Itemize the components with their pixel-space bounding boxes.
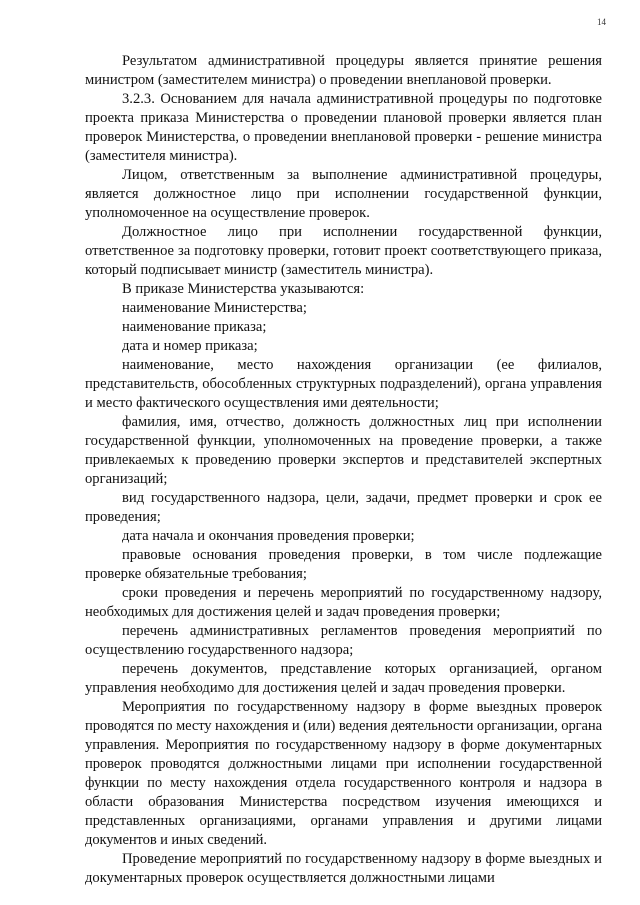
list-item-regulations: перечень административных регламентов проведения мероприятий по осуществлению государственного надзора;	[85, 623, 602, 658]
list-item-terms-and-activities: сроки проведения и перечень мероприятий по государственному надзору, необходимых для достижения целей и задач проведения проверки;	[85, 585, 602, 620]
list-item-legal-grounds: правовые основания проведения проверки, в том числе подлежащие проверке обязательные требования;	[85, 547, 602, 582]
paragraph-inspection-locations: Мероприятия по государственному надзору в форме выездных проверок проводятся по месту нахождения и (или) ведения деятельности организации, органа управления. Мероприятия по государственному надзору в форме документарных проверок проводятся должностными лицами при исполнении государственной функции по месту нахождения отдела государственного контроля и надзора в области образования Министерства посредством изучения имеющихся и представленных организациями, органами управления и другими лицами документов и иных сведений.	[85, 699, 602, 848]
paragraph-official-prepares: Должностное лицо при исполнении государственной функции, ответственное за подготовку проверки, готовит проект соответствующего приказа, который подписывает министр (заместитель министра).	[85, 224, 602, 278]
list-item-ministry-name: наименование Министерства;	[122, 300, 307, 316]
list-item-organization-location: наименование, место нахождения организации (ее филиалов, представительств, обособленных структурных подразделений), органа управления и место фактического осуществления ими деятельности;	[85, 357, 602, 411]
list-item-start-end-date: дата начала и окончания проведения проверки;	[122, 528, 415, 544]
paragraph-conducting-inspections: Проведение мероприятий по государственному надзору в форме выездных и документарных проверок осуществляется должностными лицами	[85, 851, 602, 886]
paragraph-order-contents-intro: В приказе Министерства указываются:	[122, 281, 365, 297]
paragraph-responsible-person: Лицом, ответственным за выполнение административной процедуры, является должностное лицо при исполнении государственной функции, уполномоченное на осуществление проверок.	[85, 167, 602, 221]
list-item-documents: перечень документов, представление которых организацией, органом управления необходимо для достижения целей и задач проведения проверки.	[85, 661, 602, 696]
page-number: 14	[597, 17, 606, 27]
list-item-officials: фамилия, имя, отчество, должность должностных лиц при исполнении государственной функции, уполномоченных на проведение проверки, а также привлекаемых к проведению проверки экспертов и представителей экспертных организаций;	[85, 414, 602, 487]
list-item-supervision-type: вид государственного надзора, цели, задачи, предмет проверки и срок ее проведения;	[85, 490, 602, 525]
list-item-order-date-number: дата и номер приказа;	[122, 338, 258, 354]
paragraph-result: Результатом административной процедуры является принятие решения министром (заместителем министра) о проведении внеплановой проверки.	[85, 53, 602, 88]
list-item-order-name: наименование приказа;	[122, 319, 267, 335]
body-text	[85, 52, 602, 888]
paragraph-3-2-3: 3.2.3. Основанием для начала административной процедуры по подготовке проекта приказа Министерства о проведении плановой проверки является план проверок Министерства, о проведении внеплановой проверки - решение министра (заместителя министра).	[85, 91, 602, 164]
